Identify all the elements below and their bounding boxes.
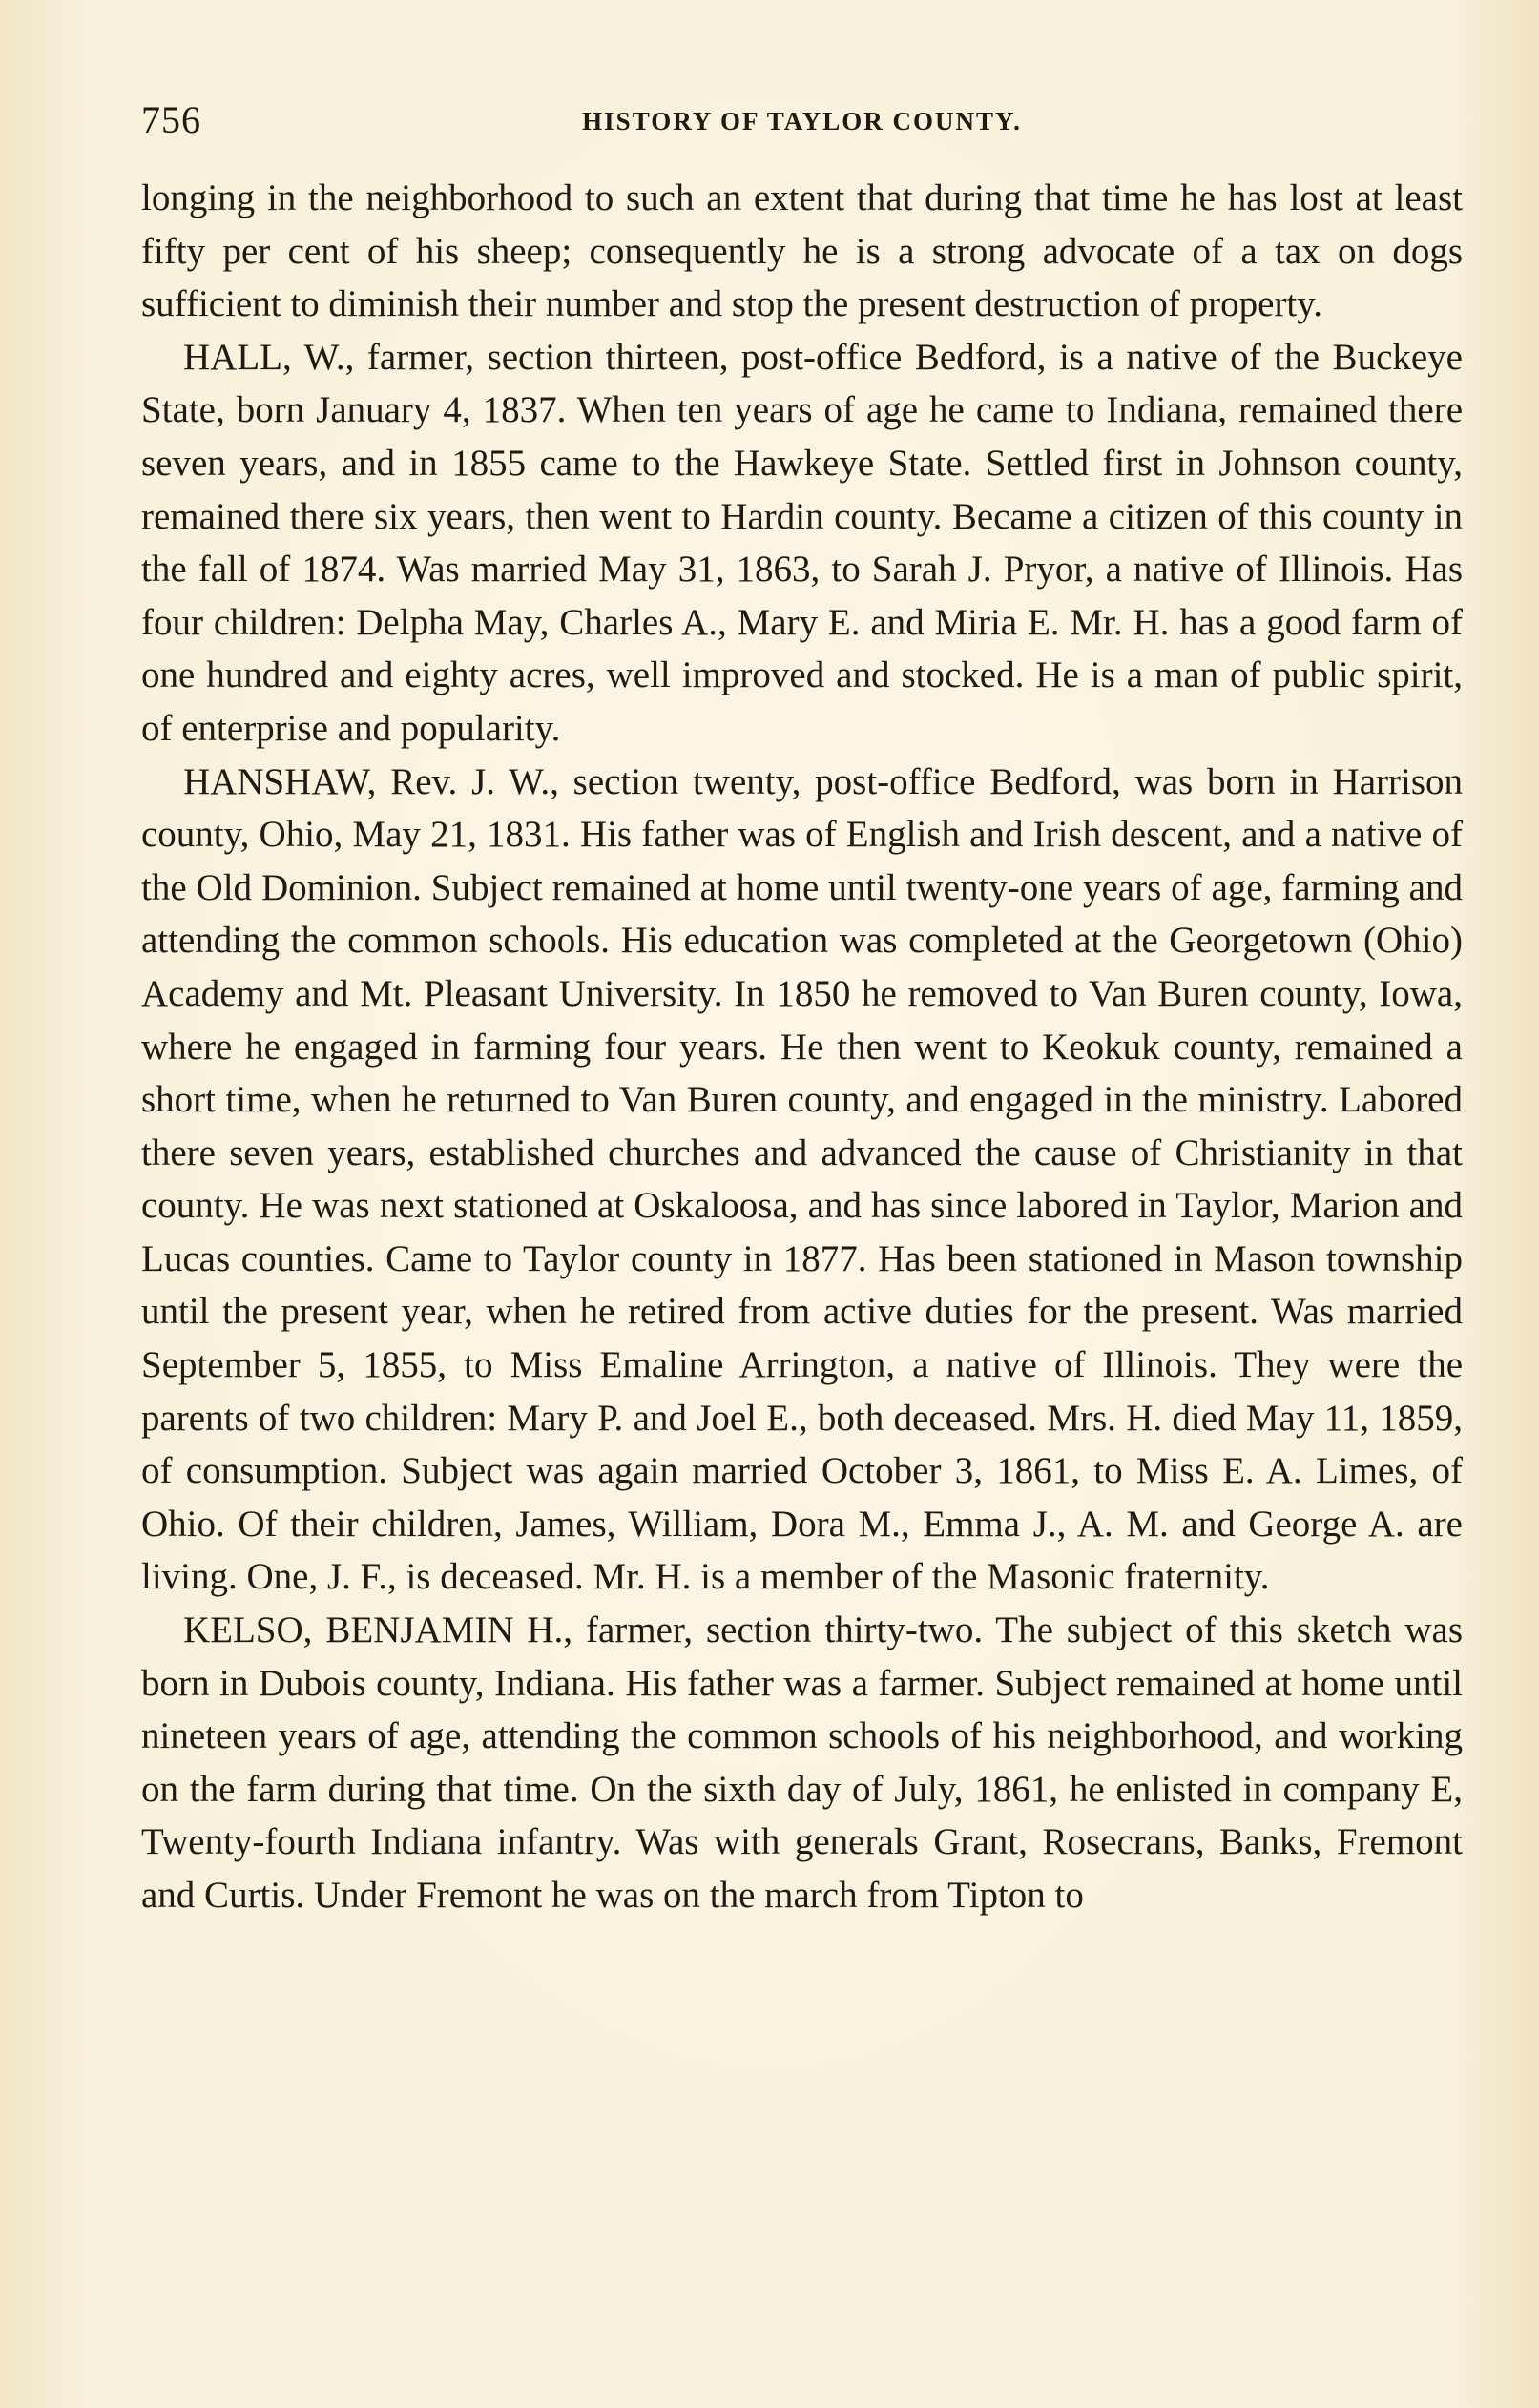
- paragraph-continuation: longing in the neighborhood to such an extent that during that time he has lost at least fifty per cent of his sheep; consequently he is a strong advocate of a tax on dogs sufficient to diminish their number and stop the present destruction of property.: [141, 177, 1463, 325]
- running-title: HISTORY OF TAYLOR COUNTY.: [582, 107, 1022, 135]
- body-text: [141, 172, 1463, 1922]
- page-number: 756: [141, 98, 201, 141]
- paragraph-kelso-entry: KELSO, BENJAMIN H., farmer, section thirty-two. The subject of this sketch was born in Dubois county, Indiana. His father was a farmer. Subject remained at home until nineteen years of age, attending the common schools of his neighborhood, and working on the farm during that time. On the sixth day of July, 1861, he enlisted in company E, Twenty-fourth Indiana infantry. Was with generals Grant, Rosecrans, Banks, Fremont and Curtis. Under Fremont he was on the march from Tipton to: [141, 1609, 1463, 1916]
- paragraph-hanshaw-entry: HANSHAW, Rev. J. W., section twenty, post-office Bedford, was born in Harrison county, Ohio, May 21, 1831. His father was of English and Irish descent, and a native of the Old Dominion. Subject remained at home until twenty-one years of age, farming and attending the common schools. His education was completed at the Georgetown (Ohio) Academy and Mt. Pleasant University. In 1850 he removed to Van Buren county, Iowa, where he engaged in farming four years. He then went to Keokuk county, remained a short time, when he returned to Van Buren county, and engaged in the ministry. Labored there seven years, established churches and advanced the cause of Christianity in that county. He was next stationed at Oskaloosa, and has since labored in Taylor, Marion and Lucas counties. Came to Taylor county in 1877. Has been stationed in Mason township until the present year, when he retired from active duties for the present. Was married September 5, 1855, to Miss Emaline Arrington, a native of Illinois. They were the parents of two children: Mary P. and Joel E., both deceased. Mrs. H. died May 11, 1859, of consumption. Subject was again married October 3, 1861, to Miss E. A. Limes, of Ohio. Of their children, James, William, Dora M., Emma J., A. M. and George A. are living. One, J. F., is deceased. Mr. H. is a member of the Masonic fraternity.: [141, 760, 1463, 1598]
- page-header: [141, 97, 1463, 155]
- paragraph-hall-entry: HALL, W., farmer, section thirteen, post-office Bedford, is a native of the Buckeye State, born January 4, 1837. When ten years of age he came to Indiana, remained there seven years, and in 1855 came to the Hawkeye State. Settled first in Johnson county, remained there six years, then went to Hardin county. Became a citizen of this county in the fall of 1874. Was married May 31, 1863, to Sarah J. Pryor, a native of Illinois. Has four children: Delpha May, Charles A., Mary E. and Miria E. Mr. H. has a good farm of one hundred and eighty acres, well improved and stocked. He is a man of public spirit, of enterprise and popularity.: [141, 336, 1463, 749]
